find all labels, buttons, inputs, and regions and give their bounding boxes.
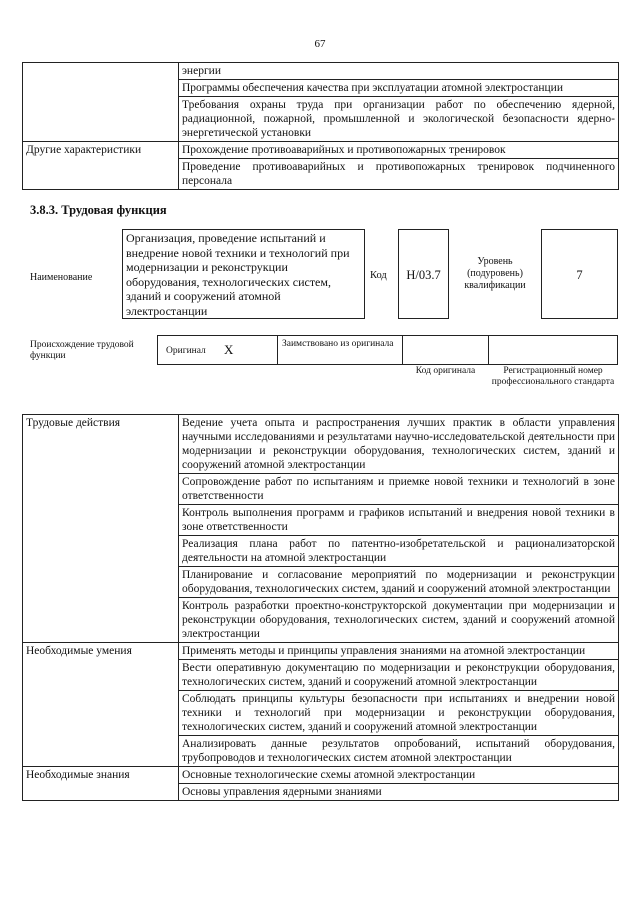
level-value: 7: [576, 268, 583, 282]
code-value: H/03.7: [406, 268, 441, 282]
row-item: Сопровождение работ по испытаниям и приемке новой техники и технологий в зоне ответственности: [179, 474, 619, 505]
row-item: Основы управления ядерными знаниями: [179, 784, 619, 801]
top-characteristics-table: [22, 62, 619, 190]
row-item: Прохождение противоаварийных и противопожарных тренировок: [179, 142, 619, 159]
row-item: Контроль разработки проектно-конструкторской документации при модернизации и реконструкции оборудования, технологических систем, зданий и сооружений атомной электростанции: [179, 598, 619, 643]
table-row: [23, 643, 619, 660]
function-name-box: [122, 229, 365, 319]
level-label: Уровень (подуровень) квалификации: [464, 256, 526, 291]
table-row: [23, 767, 619, 784]
section-title: 3.8.3. Трудовая функция: [30, 203, 167, 217]
table-row: [23, 142, 619, 159]
original-label: Оригинал: [166, 346, 206, 356]
row-item: Требования охраны труда при организации работ по обеспечению ядерной, радиационной, пожарной, промышленной и экологической безопасности ядерно-энергетической установки: [179, 97, 619, 142]
borrowed-cell: [277, 335, 403, 365]
row-item: энергии: [179, 63, 619, 80]
page-number: 67: [314, 38, 326, 50]
row-header: Трудовые действия: [23, 415, 179, 643]
row-item: Контроль выполнения программ и графиков испытаний и внедрения новой техники в зоне ответственности: [179, 505, 619, 536]
name-label: Наименование: [30, 272, 93, 283]
row-item: Проведение противоаварийных и противопожарных тренировок подчиненного персонала: [179, 159, 619, 190]
original-code-cell: [402, 335, 489, 365]
registration-number-caption: Регистрационный номер профессионального стандарта: [491, 366, 615, 387]
row-header: Необходимые умения: [23, 643, 179, 767]
registration-number-cell: [488, 335, 618, 365]
row-item: Планирование и согласование мероприятий по модернизации и реконструкции оборудования, технологических систем, зданий и сооружений атомной электростанции: [179, 567, 619, 598]
code-label: Код: [370, 270, 387, 281]
row-item: Программы обеспечения качества при эксплуатации атомной электростанции: [179, 80, 619, 97]
original-cell: [157, 335, 278, 365]
row-item: Ведение учета опыта и распространения лучших практик в области управления научными исследованиями и результатами научно-исследовательской деятельности при модернизации и реконструкции оборудования, технологических систем, зданий и сооружений атомной электростанции: [179, 415, 619, 474]
table-row: [23, 415, 619, 474]
function-name-value: Организация, проведение испытаний и внедрение новой техники и технологий при модернизации и реконструкции оборудования, технологических систем, зданий и сооружений атомной электростанции: [126, 231, 350, 318]
row-item: Анализировать данные результатов опробований, испытаний оборудования, трубопроводов и технологических систем атомной электростанции: [179, 736, 619, 767]
row-item: Применять методы и принципы управления знаниями на атомной электростанции: [179, 643, 619, 660]
level-value-box: [541, 229, 618, 319]
table-row: [23, 63, 619, 80]
original-mark: X: [224, 342, 234, 357]
row-header: [23, 63, 179, 142]
borrowed-label: Заимствовано из оригинала: [282, 339, 394, 349]
row-item: Основные технологические схемы атомной электростанции: [179, 767, 619, 784]
original-code-caption: Код оригинала: [415, 366, 476, 376]
row-item: Соблюдать принципы культуры безопасности при испытаниях и внедрении новой техники и технологий при модернизации и реконструкции оборудования, технологических систем, зданий и сооружений атомной электростанции: [179, 691, 619, 736]
code-value-box: [398, 229, 449, 319]
row-header: Другие характеристики: [23, 142, 179, 190]
row-item: Реализация плана работ по патентно-изобретательской и рационализаторской деятельности на атомной электростанции: [179, 536, 619, 567]
origin-label: Происхождение трудовой функции: [30, 340, 134, 361]
labor-function-table: [22, 414, 619, 801]
row-item: Вести оперативную документацию по модернизации и реконструкции оборудования, технологических систем, зданий и сооружений атомной электростанции: [179, 660, 619, 691]
row-header: Необходимые знания: [23, 767, 179, 801]
